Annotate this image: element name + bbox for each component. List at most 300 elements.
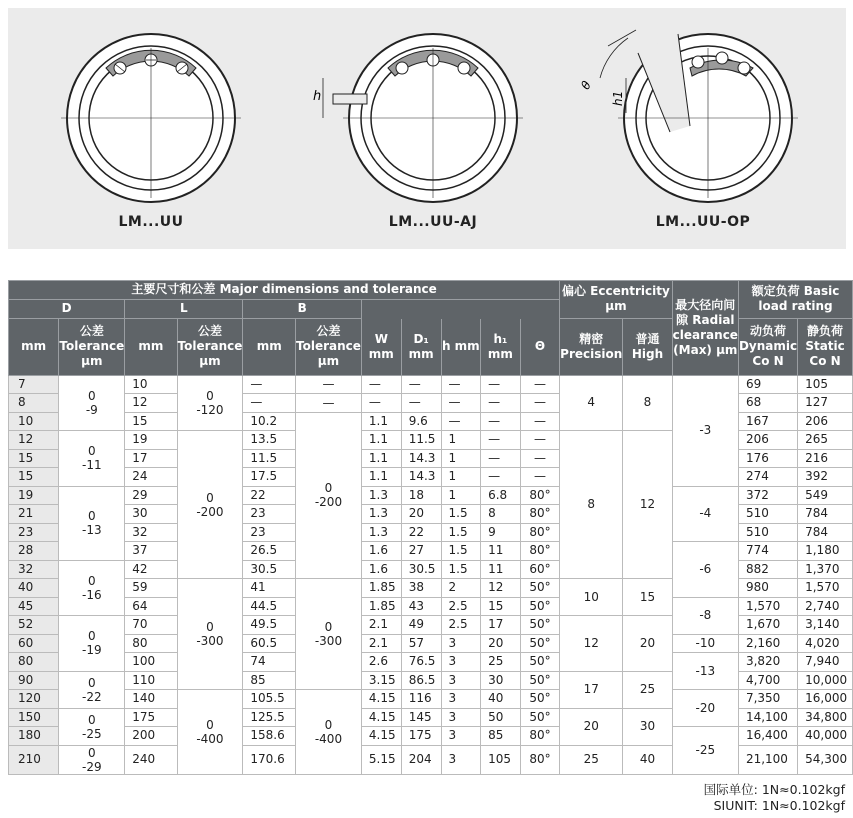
cell-b-tolerance-lower: -200 xyxy=(314,495,343,510)
cell-high: 20 xyxy=(623,616,672,672)
cell-d-mm: 28 xyxy=(9,542,59,561)
cell-b-mm: 30.5 xyxy=(243,560,296,579)
cell-h: 2.5 xyxy=(441,597,481,616)
cell-dynamic: 21,100 xyxy=(738,745,797,774)
cell-d-mm: 60 xyxy=(9,634,59,653)
cell-dynamic: 14,100 xyxy=(738,708,797,727)
cell-theta: 80° xyxy=(520,745,559,774)
cell-l-mm: 140 xyxy=(125,690,177,709)
cell-d-mm: 90 xyxy=(9,671,59,690)
header-eccentricity: 偏心 Eccentricity μm xyxy=(560,281,673,319)
cell-d-tolerance xyxy=(59,560,125,616)
table-row xyxy=(9,727,853,746)
cell-d-tolerance xyxy=(59,431,125,487)
cell-d-tolerance-lower: -13 xyxy=(82,523,102,537)
cell-l-tolerance xyxy=(177,690,243,775)
cell-l-mm: 10 xyxy=(125,375,177,394)
diagram-lm-uu-op xyxy=(578,8,808,230)
header-d: D xyxy=(9,299,125,318)
table-row xyxy=(9,634,853,653)
cell-d-tolerance-lower: -9 xyxy=(85,402,98,417)
cell-h: 1 xyxy=(441,468,481,487)
cell-h: 1.5 xyxy=(441,542,481,561)
cell-d-tolerance-lower: -11 xyxy=(82,458,102,473)
cell-l-mm: 70 xyxy=(125,616,177,635)
cell-l-mm: 64 xyxy=(125,597,177,616)
header-high: 普通 High xyxy=(623,318,672,375)
cell-h: 3 xyxy=(441,634,481,653)
header-load-rating: 额定负荷 Basic load rating xyxy=(738,281,852,319)
cell-h1: 6.8 xyxy=(481,486,521,505)
cell-radial-clearance: -3 xyxy=(672,375,738,486)
cell-l-tolerance-upper: 0 xyxy=(206,388,214,403)
cell-static: 392 xyxy=(798,468,853,487)
diagram-caption: LM...UU-OP xyxy=(655,214,751,230)
cell-l-tolerance xyxy=(177,375,243,431)
cell-h1: — xyxy=(481,431,521,450)
cell-w: 1.1 xyxy=(361,468,401,487)
cell-d-tolerance xyxy=(59,671,125,708)
cell-static: 265 xyxy=(798,431,853,450)
header-w: W mm xyxy=(361,318,401,375)
cell-static: 127 xyxy=(798,394,853,413)
cell-d-mm: 8 xyxy=(9,394,59,413)
cell-b-mm: 74 xyxy=(243,653,296,672)
cell-d-tolerance xyxy=(59,375,125,431)
cell-h1: 20 xyxy=(481,634,521,653)
cell-b-tolerance-lower: -400 xyxy=(314,731,343,746)
cell-d-mm: 21 xyxy=(9,505,59,524)
spec-table-body xyxy=(9,375,853,774)
header-b-mm: mm xyxy=(243,318,296,375)
cell-radial-clearance: -6 xyxy=(672,542,738,598)
cell-dynamic: 1,570 xyxy=(738,597,797,616)
cell-high: 25 xyxy=(623,671,672,708)
cell-dynamic: 7,350 xyxy=(738,690,797,709)
cell-d-mm: 120 xyxy=(9,690,59,709)
cell-d1: 30.5 xyxy=(401,560,441,579)
cell-h1: 9 xyxy=(481,523,521,542)
cell-static: 10,000 xyxy=(798,671,853,690)
cell-d-tolerance-upper: 0 xyxy=(88,712,96,727)
cell-d1: 57 xyxy=(401,634,441,653)
cell-static: 7,940 xyxy=(798,653,853,672)
bearing-lm-uu-op-drawing xyxy=(578,8,808,208)
cell-radial-clearance: -13 xyxy=(672,653,738,690)
cell-b-mm: — xyxy=(243,375,296,394)
cell-l-tolerance xyxy=(177,579,243,690)
cell-d1: 18 xyxy=(401,486,441,505)
cell-h: 1.5 xyxy=(441,523,481,542)
unit-footnote xyxy=(704,782,845,814)
cell-w: 1.1 xyxy=(361,431,401,450)
table-row xyxy=(9,375,853,394)
cell-d1: 204 xyxy=(401,745,441,774)
cell-precision: 10 xyxy=(560,579,623,616)
cell-b-tolerance-upper: 0 xyxy=(324,717,333,732)
cell-theta: 50° xyxy=(520,690,559,709)
cell-l-tolerance-upper: 0 xyxy=(206,717,214,732)
cell-theta: 80° xyxy=(520,727,559,746)
cell-dynamic: 206 xyxy=(738,431,797,450)
cell-h1: 85 xyxy=(481,727,521,746)
cell-h1: 105 xyxy=(481,745,521,774)
cell-l-mm: 59 xyxy=(125,579,177,598)
cell-d-mm: 45 xyxy=(9,597,59,616)
cell-w: — xyxy=(361,375,401,394)
cell-w: 3.15 xyxy=(361,671,401,690)
cell-h1: 12 xyxy=(481,579,521,598)
cell-h1: — xyxy=(481,468,521,487)
cell-dynamic: 510 xyxy=(738,505,797,524)
diagram-caption: LM...UU-AJ xyxy=(388,214,478,230)
cell-dynamic: 176 xyxy=(738,449,797,468)
cell-theta: 80° xyxy=(520,505,559,524)
cell-l-mm: 17 xyxy=(125,449,177,468)
cell-theta: — xyxy=(520,468,559,487)
header-l-tol: 公差 Tolerance μm xyxy=(177,318,243,375)
cell-d-mm: 23 xyxy=(9,523,59,542)
cell-h: 3 xyxy=(441,727,481,746)
diagram-band xyxy=(8,8,846,249)
cell-d-mm: 32 xyxy=(9,560,59,579)
cell-static: 3,140 xyxy=(798,616,853,635)
cell-h1: 30 xyxy=(481,671,521,690)
cell-w: 5.15 xyxy=(361,745,401,774)
cell-theta: 50° xyxy=(520,634,559,653)
cell-d-mm: 7 xyxy=(9,375,59,394)
cell-l-mm: 30 xyxy=(125,505,177,524)
cell-d1: 38 xyxy=(401,579,441,598)
cell-b-mm: 60.5 xyxy=(243,634,296,653)
cell-theta: — xyxy=(520,394,559,413)
cell-w: 2.1 xyxy=(361,634,401,653)
header-b-tol: 公差 Tolerance μm xyxy=(296,318,362,375)
cell-l-mm: 80 xyxy=(125,634,177,653)
cell-b-mm: — xyxy=(243,394,296,413)
cell-h1: 40 xyxy=(481,690,521,709)
cell-l-mm: 12 xyxy=(125,394,177,413)
header-radial-clearance: 最大径向间隙 Radial clearance (Max) μm xyxy=(672,281,738,376)
cell-l-mm: 29 xyxy=(125,486,177,505)
header-h: h mm xyxy=(441,318,481,375)
cell-theta: 50° xyxy=(520,708,559,727)
cell-d-tolerance xyxy=(59,486,125,560)
cell-radial-clearance: -20 xyxy=(672,690,738,727)
cell-b-mm: 105.5 xyxy=(243,690,296,709)
cell-h: 3 xyxy=(441,690,481,709)
cell-d-tolerance-upper: 0 xyxy=(88,509,96,523)
cell-h1: 25 xyxy=(481,653,521,672)
footnote-line-1: 国际单位: 1N≈0.102kgf xyxy=(703,782,845,797)
cell-d-tolerance-lower: -29 xyxy=(82,759,102,774)
cell-h: — xyxy=(441,394,481,413)
cell-d1: 14.3 xyxy=(401,449,441,468)
cell-d-mm: 10 xyxy=(9,412,59,431)
cell-dynamic: 4,700 xyxy=(738,671,797,690)
cell-d-mm: 210 xyxy=(9,745,59,774)
cell-l-tolerance-lower: -400 xyxy=(196,731,224,746)
cell-b-tolerance-upper: 0 xyxy=(324,481,333,496)
cell-h: 2.5 xyxy=(441,616,481,635)
cell-w: 1.3 xyxy=(361,505,401,524)
cell-d-tolerance-lower: -22 xyxy=(82,689,102,704)
cell-static: 4,020 xyxy=(798,634,853,653)
cell-b-tolerance: — xyxy=(296,394,362,413)
header-main-group: 主要尺寸和公差 Major dimensions and tolerance xyxy=(9,281,560,300)
cell-w: — xyxy=(361,394,401,413)
cell-d-tolerance-upper: 0 xyxy=(88,444,96,459)
cell-radial-clearance: -8 xyxy=(672,597,738,634)
header-l-mm: mm xyxy=(125,318,177,375)
cell-l-tolerance-lower: -300 xyxy=(196,634,224,648)
cell-w: 2.1 xyxy=(361,616,401,635)
cell-theta: — xyxy=(520,375,559,394)
cell-w: 1.3 xyxy=(361,486,401,505)
cell-d1: 9.6 xyxy=(401,412,441,431)
header-l: L xyxy=(125,299,243,318)
footnote-line-2: SIUNIT: 1N≈0.102kgf xyxy=(713,798,845,813)
header-d-mm: mm xyxy=(9,318,59,375)
cell-w: 1.85 xyxy=(361,597,401,616)
cell-h: 1.5 xyxy=(441,505,481,524)
cell-high: 15 xyxy=(623,579,672,616)
cell-h: 1 xyxy=(441,486,481,505)
cell-theta: 60° xyxy=(520,560,559,579)
cell-w: 2.6 xyxy=(361,653,401,672)
diagram-lm-uu xyxy=(56,8,246,230)
diagram-caption: LM...UU xyxy=(118,214,184,230)
cell-b-mm: 85 xyxy=(243,671,296,690)
cell-w: 1.3 xyxy=(361,523,401,542)
cell-l-mm: 200 xyxy=(125,727,177,746)
cell-d1: 49 xyxy=(401,616,441,635)
cell-dynamic: 882 xyxy=(738,560,797,579)
cell-w: 4.15 xyxy=(361,708,401,727)
cell-theta: — xyxy=(520,431,559,450)
cell-b-mm: 17.5 xyxy=(243,468,296,487)
cell-d1: 27 xyxy=(401,542,441,561)
cell-dynamic: 3,820 xyxy=(738,653,797,672)
cell-w: 1.6 xyxy=(361,560,401,579)
cell-h: 1.5 xyxy=(441,560,481,579)
dim-h1-label: h1 xyxy=(611,90,625,106)
cell-d1: 145 xyxy=(401,708,441,727)
cell-w: 1.6 xyxy=(361,542,401,561)
cell-static: 40,000 xyxy=(798,727,853,746)
cell-w: 1.1 xyxy=(361,449,401,468)
cell-d1: — xyxy=(401,375,441,394)
cell-theta: 50° xyxy=(520,616,559,635)
cell-h: 3 xyxy=(441,653,481,672)
cell-d-tolerance xyxy=(59,708,125,745)
cell-b-tolerance xyxy=(296,579,362,690)
header-h1: h₁ mm xyxy=(481,318,521,375)
cell-l-tolerance-upper: 0 xyxy=(206,490,214,505)
cell-d-mm: 12 xyxy=(9,431,59,450)
cell-theta: 50° xyxy=(520,653,559,672)
cell-b-tolerance-upper: 0 xyxy=(324,620,333,634)
table-row xyxy=(9,542,853,561)
cell-theta: 50° xyxy=(520,579,559,598)
bearing-lm-uu-drawing xyxy=(56,8,246,208)
cell-d-mm: 40 xyxy=(9,579,59,598)
header-static: 静负荷 Static Co N xyxy=(798,318,853,375)
cell-dynamic: 274 xyxy=(738,468,797,487)
cell-d1: 11.5 xyxy=(401,431,441,450)
cell-d-tolerance xyxy=(59,616,125,672)
cell-b-mm: 170.6 xyxy=(243,745,296,774)
cell-d-tolerance-lower: -19 xyxy=(82,643,102,658)
cell-b-mm: 23 xyxy=(243,523,296,542)
cell-d1: 22 xyxy=(401,523,441,542)
cell-l-mm: 175 xyxy=(125,708,177,727)
cell-l-tolerance-lower: -200 xyxy=(196,504,224,519)
cell-high: 12 xyxy=(623,431,672,579)
cell-d1: 116 xyxy=(401,690,441,709)
cell-precision: 20 xyxy=(560,708,623,745)
cell-precision: 4 xyxy=(560,375,623,431)
cell-h1: 17 xyxy=(481,616,521,635)
cell-dynamic: 16,400 xyxy=(738,727,797,746)
cell-h1: 11 xyxy=(481,560,521,579)
cell-b-mm: 23 xyxy=(243,505,296,524)
cell-d1: 76.5 xyxy=(401,653,441,672)
cell-d1: 14.3 xyxy=(401,468,441,487)
cell-d-tolerance-lower: -25 xyxy=(82,726,102,741)
cell-d-tolerance-upper: 0 xyxy=(88,675,96,690)
cell-w: 1.1 xyxy=(361,412,401,431)
cell-h: 2 xyxy=(441,579,481,598)
cell-h: 3 xyxy=(441,708,481,727)
cell-static: 784 xyxy=(798,505,853,524)
cell-static: 16,000 xyxy=(798,690,853,709)
spec-table xyxy=(8,280,853,775)
cell-h: — xyxy=(441,412,481,431)
cell-static: 1,570 xyxy=(798,579,853,598)
cell-dynamic: 372 xyxy=(738,486,797,505)
cell-b-tolerance-lower: -300 xyxy=(314,634,343,648)
cell-l-mm: 100 xyxy=(125,653,177,672)
cell-l-mm: 24 xyxy=(125,468,177,487)
table-row xyxy=(9,486,853,505)
cell-radial-clearance: -25 xyxy=(672,727,738,775)
cell-static: 1,180 xyxy=(798,542,853,561)
cell-l-mm: 19 xyxy=(125,431,177,450)
cell-b-tolerance: — xyxy=(296,375,362,394)
cell-h1: 8 xyxy=(481,505,521,524)
cell-d1: — xyxy=(401,394,441,413)
cell-b-mm: 10.2 xyxy=(243,412,296,431)
cell-theta: 80° xyxy=(520,542,559,561)
cell-static: 2,740 xyxy=(798,597,853,616)
cell-h: 1 xyxy=(441,431,481,450)
cell-h: 1 xyxy=(441,449,481,468)
cell-d1: 175 xyxy=(401,727,441,746)
cell-h: 3 xyxy=(441,671,481,690)
cell-dynamic: 510 xyxy=(738,523,797,542)
cell-d1: 43 xyxy=(401,597,441,616)
cell-dynamic: 68 xyxy=(738,394,797,413)
cell-l-mm: 15 xyxy=(125,412,177,431)
cell-d-tolerance-upper: 0 xyxy=(88,388,96,403)
cell-b-mm: 125.5 xyxy=(243,708,296,727)
cell-precision: 8 xyxy=(560,431,623,579)
cell-dynamic: 774 xyxy=(738,542,797,561)
cell-h1: 11 xyxy=(481,542,521,561)
cell-l-mm: 42 xyxy=(125,560,177,579)
cell-d1: 86.5 xyxy=(401,671,441,690)
cell-theta: 50° xyxy=(520,671,559,690)
cell-d-tolerance xyxy=(59,745,125,774)
diagram-lm-uu-aj xyxy=(303,8,533,230)
cell-b-mm: 44.5 xyxy=(243,597,296,616)
cell-d-mm: 15 xyxy=(9,449,59,468)
cell-radial-clearance: -4 xyxy=(672,486,738,542)
dim-h-label: h xyxy=(313,89,322,104)
cell-h: 3 xyxy=(441,745,481,774)
cell-d1: 20 xyxy=(401,505,441,524)
cell-dynamic: 2,160 xyxy=(738,634,797,653)
cell-d-mm: 80 xyxy=(9,653,59,672)
cell-l-mm: 37 xyxy=(125,542,177,561)
cell-l-mm: 32 xyxy=(125,523,177,542)
cell-static: 206 xyxy=(798,412,853,431)
cell-d-mm: 52 xyxy=(9,616,59,635)
header-dynamic: 动负荷 Dynamic Co N xyxy=(738,318,797,375)
cell-static: 105 xyxy=(798,375,853,394)
cell-d-mm: 150 xyxy=(9,708,59,727)
cell-w: 4.15 xyxy=(361,727,401,746)
header-blank xyxy=(361,299,559,318)
cell-d-mm: 19 xyxy=(9,486,59,505)
cell-b-tolerance xyxy=(296,412,362,579)
cell-h1: — xyxy=(481,375,521,394)
cell-b-tolerance xyxy=(296,690,362,775)
cell-precision: 17 xyxy=(560,671,623,708)
cell-h1: — xyxy=(481,394,521,413)
header-d-tol: 公差 Tolerance μm xyxy=(59,318,125,375)
cell-b-mm: 11.5 xyxy=(243,449,296,468)
cell-static: 784 xyxy=(798,523,853,542)
cell-h1: 15 xyxy=(481,597,521,616)
bearing-lm-uu-aj-drawing xyxy=(303,8,533,208)
cell-d-mm: 180 xyxy=(9,727,59,746)
cell-precision: 25 xyxy=(560,745,623,774)
cell-theta: 80° xyxy=(520,523,559,542)
cell-h1: — xyxy=(481,412,521,431)
cell-static: 54,300 xyxy=(798,745,853,774)
cell-high: 8 xyxy=(623,375,672,431)
angle-theta-label: θ xyxy=(578,78,595,92)
cell-l-mm: 110 xyxy=(125,671,177,690)
cell-precision: 12 xyxy=(560,616,623,672)
cell-h1: — xyxy=(481,449,521,468)
cell-dynamic: 1,670 xyxy=(738,616,797,635)
table-row xyxy=(9,690,853,709)
cell-l-tolerance-upper: 0 xyxy=(206,620,214,634)
cell-dynamic: 167 xyxy=(738,412,797,431)
cell-b-mm: 22 xyxy=(243,486,296,505)
cell-static: 1,370 xyxy=(798,560,853,579)
header-theta: Θ xyxy=(520,318,559,375)
header-d1: D₁ mm xyxy=(401,318,441,375)
table-row xyxy=(9,597,853,616)
cell-d-tolerance-upper: 0 xyxy=(88,573,96,588)
cell-high: 40 xyxy=(623,745,672,774)
cell-d-tolerance-lower: -16 xyxy=(82,587,102,602)
cell-w: 1.85 xyxy=(361,579,401,598)
